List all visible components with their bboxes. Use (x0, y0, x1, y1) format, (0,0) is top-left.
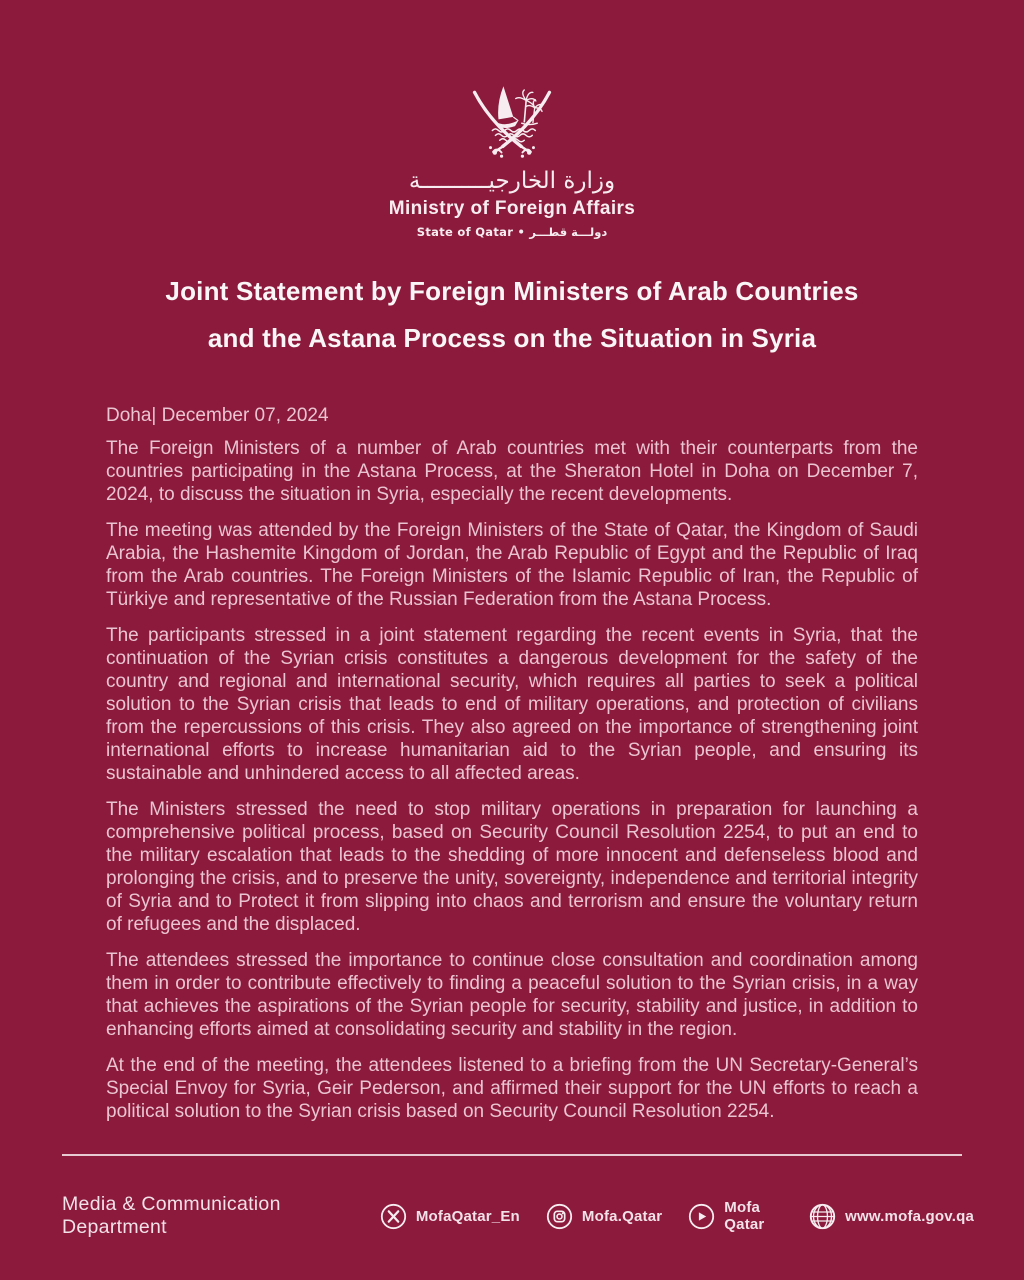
instagram-icon (546, 1203, 573, 1230)
department-label: Media & Communication Department (62, 1193, 281, 1238)
footer-divider (62, 1154, 962, 1156)
paragraph-5: The attendees stressed the importance to continue close consultation and coordination among them in order to contribute effectively to finding a peaceful solution to the Syrian crisis, in a way that achieves the aspirations of the Syrian people for security, stability and justice, in addition to enhancing efforts aimed at consolidating security and stability in the region. (106, 950, 918, 1040)
page-title-line1: Joint Statement by Foreign Ministers of Arab Countries (165, 276, 859, 306)
page-title-line2: and the Astana Process on the Situation in Syria (207, 323, 817, 353)
globe-icon (809, 1203, 836, 1230)
paragraph-4: The Ministers stressed the need to stop military operations in preparation for launching a comprehensive political process, based on Security Council Resolution 2254, to put an end to the military escalation that leads to the shedding of more innocent and defenseless blood and prolonging the crisis, and to preserve the unity, sovereignty, independence and territorial integrity of Syria and to Protect it from slipping into chaos and terrorism and ensure the voluntary return of refugees and the displaced. (106, 799, 918, 935)
social-label: Mofa Qatar (724, 1199, 765, 1233)
dateline: Doha| December 07, 2024 (106, 405, 329, 426)
x-twitter-icon (380, 1203, 407, 1230)
social-links (380, 1199, 974, 1233)
paragraph-1: The Foreign Ministers of a number of Arab countries met with their counterparts from the countries participating in the Astana Process, at the Sheraton Hotel in Doha on December 7, 2024, to discuss the situation in Syria, especially the recent developments. (106, 438, 918, 505)
header (0, 0, 1024, 239)
ministry-name-english: Ministry of Foreign Affairs (388, 198, 636, 219)
ministry-name-arabic: وزارة الخارجيــــــــــة (408, 168, 616, 194)
footer (62, 1190, 974, 1242)
paragraph-3: The participants stressed in a joint statement regarding the recent events in Syria, that the continuation of the Syrian crisis constitutes a dangerous development for the safety of the country and regional and international security, which requires all parties to seek a political solution to the Syrian crisis that leads to end of military operations, and protection of civilians from the repercussions of this crisis. They also agreed on the importance of strengthening joint international efforts to increase humanitarian aid to the Syrian people, and ensuring its sustainable and unhindered access to all affected areas. (106, 625, 918, 784)
social-link-website[interactable] (809, 1203, 974, 1230)
paragraph-6: At the end of the meeting, the attendees listened to a briefing from the UN Secretary-General’s Special Envoy for Syria, Geir Pederson, and affirmed their support for the UN efforts to reach a political solution to the Syrian crisis based on Security Council Resolution 2254. (106, 1055, 918, 1122)
social-label: Mofa.Qatar (581, 1207, 663, 1225)
youtube-icon (688, 1203, 715, 1230)
social-link-x-twitter[interactable] (380, 1203, 520, 1230)
social-label: MofaQatar_En (415, 1207, 520, 1225)
paragraph-2: The meeting was attended by the Foreign Ministers of the State of Qatar, the Kingdom of Saudi Arabia, the Hashemite Kingdom of Jordan, the Arab Republic of Egypt and the Republic of Iraq from the Arab countries. The Foreign Ministers of the Islamic Republic of Iran, the Republic of Türkiye and representative of the Russian Federation from the Astana Process. (106, 520, 918, 610)
social-link-instagram[interactable] (546, 1203, 662, 1230)
state-of-qatar-line: State of Qatar • دولـــة قطـــر (416, 225, 608, 239)
social-label: www.mofa.gov.qa (845, 1207, 974, 1225)
qatar-mofa-emblem-icon (432, 74, 592, 166)
page-title (0, 268, 1024, 362)
statement-body (106, 405, 918, 1123)
social-link-youtube[interactable] (688, 1199, 783, 1233)
